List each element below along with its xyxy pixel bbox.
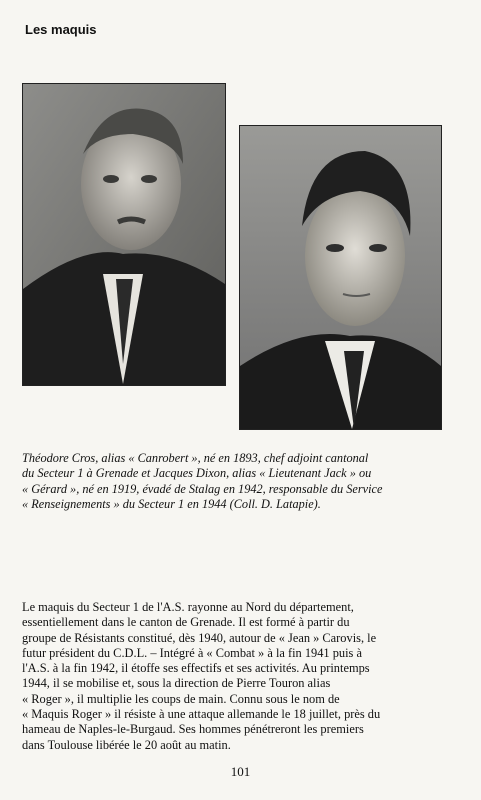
photo-caption	[22, 451, 444, 513]
caption-line: « Gérard », né en 1919, évadé de Stalag en 1942, responsable du Service	[22, 481, 383, 496]
caption-line: « Renseignements » du Secteur 1 en 1944 (Coll. D. Latapie).	[22, 497, 321, 512]
body-line: Le maquis du Secteur 1 de l'A.S. rayonne au Nord du département,	[22, 600, 354, 614]
portrait-photo-right	[239, 125, 442, 430]
body-line: futur président du C.D.L. – Intégré à « Combat » à la fin 1941 puis à	[22, 645, 362, 660]
caption-line: du Secteur 1 à Grenade et Jacques Dixon, alias « Lieutenant Jack » ou	[22, 466, 372, 481]
body-line: groupe de Résistants constitué, dès 1940, autour de « Jean » Carovis, le	[22, 630, 377, 645]
page-number: 101	[230, 764, 251, 779]
body-line: essentiellement dans le canton de Grenade. Il est formé à partir du	[22, 615, 350, 630]
portrait-left-image	[23, 84, 225, 385]
body-line: hameau de Naples-le-Burgaud. Ses hommes pénétreront les premiers	[22, 722, 364, 737]
portrait-right-image	[240, 126, 441, 429]
body-line: l'A.S. à la fin 1942, il étoffe ses effectifs et ses activités. Au printemps	[22, 661, 370, 676]
portrait-photo-left	[22, 83, 226, 386]
caption-line: Théodore Cros, alias « Canrobert », né en 1893, chef adjoint cantonal	[22, 451, 369, 465]
section-title: Les maquis	[25, 22, 97, 37]
body-paragraph	[22, 600, 447, 753]
body-line: « Roger », il multiplie les coups de main. Connu sous le nom de	[22, 691, 340, 706]
body-line: « Maquis Roger » il résiste à une attaque allemande le 18 juillet, près du	[22, 707, 381, 722]
body-line: dans Toulouse libérée le 20 août au matin.	[22, 737, 231, 752]
body-line: 1944, il se mobilise et, sous la direction de Pierre Touron alias	[22, 676, 331, 691]
